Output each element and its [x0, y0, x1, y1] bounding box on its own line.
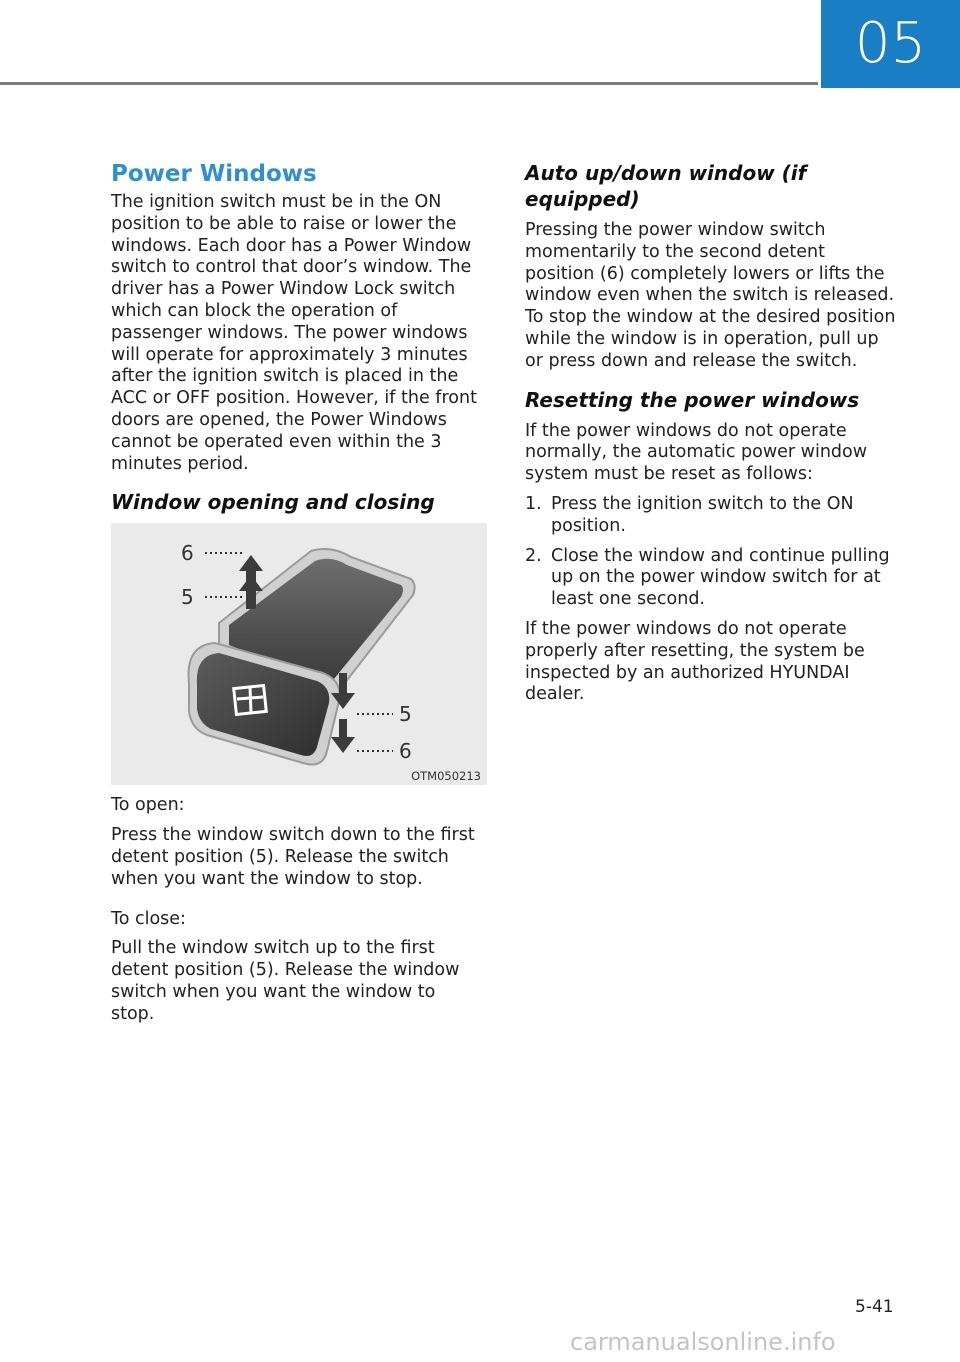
chapter-tab: 05 [821, 0, 960, 88]
section-title: Power Windows [111, 161, 317, 187]
figure-code: OTM050213 [411, 768, 481, 783]
label-down-first: 5 [399, 702, 412, 727]
window-switch-illustration [111, 523, 487, 785]
reset-outro: If the power windows do not operate properly after resetting, the system be inspected by an authorized HYUNDAI dealer. [525, 618, 865, 705]
step-number: 1. [525, 493, 542, 514]
to-open-label: To open: [111, 795, 185, 816]
step-text: Close the window and continue pulling up on the power window switch for at least one second. [551, 545, 890, 610]
window-switch-figure [111, 523, 487, 785]
page-number: 5-41 [855, 1297, 894, 1317]
list-item [525, 546, 897, 611]
window-opening-heading: Window opening and closing [111, 490, 435, 515]
reset-steps [525, 494, 897, 611]
reset-heading: Resetting the power windows [525, 387, 860, 412]
auto-window-heading: Auto up/down window (if equipped) [525, 161, 807, 211]
label-down-second: 6 [399, 739, 412, 764]
intro-paragraph: The ignition switch must be in the ON position to be able to raise or lower the windows. Each door has a Power Window switch to control that door’s window. The driver has a Power Window Lock switch which can block the operation of passenger windows. The power windows will operate for approximately 3 minutes after the ignition switch is placed in the ACC or OFF position. However, if the front doors are opened, the Power Windows cannot be operated even within the 3 minutes period. [111, 192, 477, 474]
to-open-text: Press the window switch down to the first detent position (5). Release the switch when you want the window to stop. [111, 825, 475, 889]
left-column [111, 160, 483, 1034]
step-number: 2. [525, 545, 542, 566]
label-up-first: 5 [181, 585, 194, 610]
label-up-second: 6 [181, 541, 194, 566]
auto-window-text: Pressing the power window switch momentarily to the second detent position (6) completely lowers or lifts the window even when the switch is released. To stop the window at the desired position while the window is in operation, pull up or press down and release the switch. [525, 220, 896, 371]
list-item [525, 494, 897, 538]
to-close-text: Pull the window switch up to the first detent position (5). Release the window switch when you want the window to stop. [111, 938, 460, 1024]
header-rule [0, 82, 818, 85]
step-text: Press the ignition switch to the ON position. [551, 493, 854, 536]
to-close-label: To close: [111, 908, 186, 929]
watermark: carmanualsonline.info [570, 1328, 836, 1356]
right-column [525, 160, 897, 714]
reset-intro: If the power windows do not operate normally, the automatic power window system must be reset as follows: [525, 420, 868, 485]
